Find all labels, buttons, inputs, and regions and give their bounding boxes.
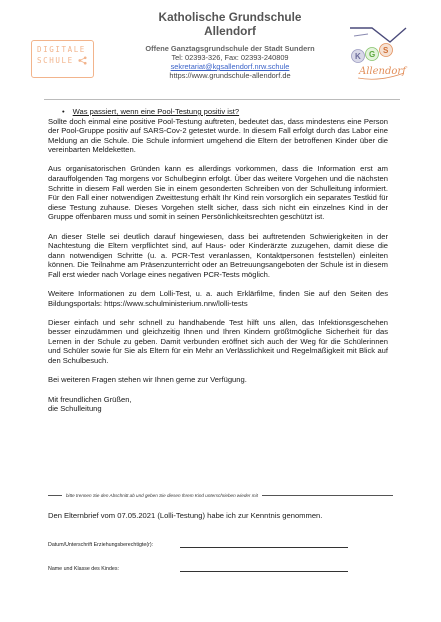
paragraph-pool-positive: Sollte doch einmal eine positive Pool-Testung auftreten, bedeutet das, dass mindestens eine Person der Pool-Gruppe positiv auf SARS-Cov-2 getestet wurde. In diesem Fall erfolgt durch das Labor eine Meldung an die Schule. Die Schule informiert umgehend die Eltern der betroffenen Kinder über die vereinbarten Meldeketten.: [48, 116, 388, 155]
signature-label-child: Name und Klasse des Kindes:: [48, 566, 119, 572]
cutoff-dash-right: [262, 495, 393, 496]
website-text: https://www.grundschule-allendorf.de: [169, 71, 291, 80]
cutoff-line: [48, 493, 393, 498]
signature-line-date[interactable]: [180, 541, 348, 548]
school-name-line1: Katholische Grundschule: [158, 10, 302, 24]
paragraph-further-info: Weitere Informationen zu dem Lolli-Test, u. a. auch Erklärfilme, finden Sie auf den Seiten des Bildungsportals: https://www.schulministerium.nrw/lolli-tests: [48, 289, 388, 308]
signature-line-child[interactable]: [180, 565, 348, 572]
school-header: [110, 10, 350, 80]
logo-letter-k: K: [355, 52, 361, 61]
school-subtitle: Offene Ganztagsgrundschule der Stadt Sundern: [145, 44, 315, 53]
signature-label-date: Datum/Unterschrift Erziehungsberechtigte(r):: [48, 542, 154, 548]
logo-script-allendorf: Allendorf: [359, 66, 406, 77]
letter-body: [48, 107, 388, 414]
school-name-line2: Allendorf: [204, 24, 256, 38]
closing-line1: Mit freundlichen Grüßen,: [48, 394, 132, 404]
bullet-question: Was passiert, wenn eine Pool-Testung positiv ist?: [72, 107, 240, 116]
phone-fax: Tel: 02393-326, Fax: 02393-240809: [171, 53, 289, 62]
paragraph-organisational: Aus organisatorischen Gründen kann es allerdings vorkommen, dass die Information erst am darauffolgenden Tag morgens vor Schulbeginn erfolgt. Über das weitere Vorgehen und die nächsten Schritte in diesem Fall werden Sie in einem gesonderten Schreiben von der Schulleitung informiert. Für den Fall einer notwendigen Zweittestung erhält Ihr Kind rein vorsorglich ein separates Testkid für diese Testung zuhause. Dieses Vorgehen stellt sicher, dass sich nicht ein einzelnes Kind in der Gruppe offenbaren muss und somit in seinen Persönlichkeitsrechten geschützt ist.: [48, 164, 388, 222]
logo-letter-g: G: [369, 50, 376, 59]
bullet-dot: •: [62, 107, 65, 116]
logo-text-line1: DIGITALE: [37, 45, 86, 54]
paragraph-obligation: An dieser Stelle sei deutlich darauf hingewiesen, dass bei auftretenden Schwierigkeiten in der Nachtestung die Eltern verpflichtet sind, auf Haus- oder Kinderärzte zuzugehen, damit diese die dann notwendigen Schritte (u. a. PCR-Test veranlassen, Kontaktpersonen feststellen) einleiten können. Die Teilnahme am Präsenzunterricht oder an Betreuungsangeboten der Schule ist in diesem Fall erst wieder nach Vorlage eines negativen PCR-Tests möglich.: [48, 231, 388, 279]
cutoff-text: bitte trennen Sie den Abschnitt ab und geben Sie diesen Ihrem Kind unterschrieben wieder mit: [66, 493, 258, 498]
paragraph-questions: Bei weiteren Fragen stehen wir Ihnen gerne zur Verfügung.: [48, 375, 247, 385]
kgs-allendorf-logo: [346, 26, 410, 86]
digitale-schule-logo: [31, 40, 94, 78]
closing-line2: die Schulleitung: [48, 404, 102, 414]
question-bullet: [62, 107, 388, 117]
header-divider: [44, 99, 400, 100]
cutoff-dash-left: [48, 495, 62, 496]
signature-row-child: [48, 565, 358, 572]
paragraph-benefits: Dieser einfach und sehr schnell zu handhabende Test hilft uns allen, das Infektionsgeschehen besser einzudämmen und gleichzeitig Ihnen und Ihren Kindern größtmögliche Sicherheit für das Lernen in der Schule zu geben. Damit verbunden eröffnet sich auch der Weg für die Schülerinnen und Schüler sowie für Sie als Eltern für ein Mehr an Verlässlichkeit und Regelmäßigkeit mit Blick auf den Schulbesuch.: [48, 317, 388, 366]
closing-greeting: [48, 395, 388, 414]
share-icon: [78, 56, 87, 65]
email-link[interactable]: sekretariat@kgsallendorf.nrw.schule: [170, 62, 290, 71]
logo-text-line2: SCHULE: [37, 56, 74, 65]
signature-row-date: [48, 541, 358, 548]
logo-letter-s: S: [383, 46, 389, 55]
acknowledgement-text: Den Elternbrief vom 07.05.2021 (Lolli-Testung) habe ich zur Kenntnis genommen.: [48, 511, 323, 520]
